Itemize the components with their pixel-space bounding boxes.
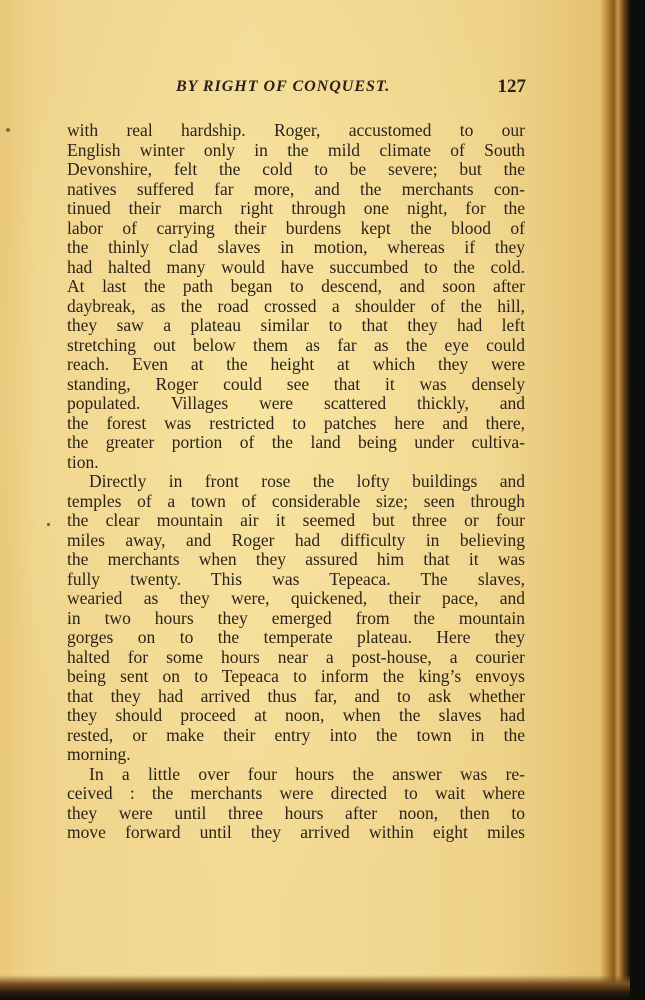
text-line: tinued their march right through one night, for the: [67, 198, 525, 218]
text-line: with real hardship. Roger, accustomed to our: [67, 120, 525, 140]
text-line: natives suffered far more, and the merchants con-: [67, 178, 525, 199]
text-line: wearied as they were, quickened, their pace, and: [67, 588, 525, 608]
text-line: they should proceed at noon, when the slaves had: [67, 705, 525, 725]
paragraph-end-line: tion.: [67, 451, 99, 472]
paragraph-end-line: morning.: [67, 744, 131, 764]
page-number: 127: [497, 76, 526, 97]
paragraph-start-line: In a little over four hours the answer was re-: [89, 763, 525, 784]
text-line: the merchants when they assured him that it was: [67, 549, 525, 569]
text-line: being sent on to Tepeaca to inform the king’s envoys: [67, 666, 525, 686]
body-text: [67, 121, 525, 843]
text-line: the forest was restricted to patches here and there,: [67, 412, 525, 433]
text-line: in two hours they emerged from the mountain: [67, 607, 525, 628]
book-edge-shadow: [600, 0, 630, 1000]
text-line: the greater portion of the land being under cultiva-: [67, 432, 525, 452]
text-line: labor of carrying their burdens kept the blood of: [67, 217, 525, 238]
paper-speck: [6, 128, 10, 132]
running-head: BY RIGHT OF CONQUEST.: [176, 78, 391, 95]
text-line: standing, Roger could see that it was densely: [67, 373, 525, 394]
paragraph-start-line: Directly in front rose the lofty buildings and: [89, 471, 525, 491]
book-bottom-shadow: [0, 975, 630, 1000]
text-line: At last the path began to descend, and soon after: [67, 276, 525, 296]
text-line: gorges on to the temperate plateau. Here they: [67, 627, 525, 647]
text-line: move forward until they arrived within eight miles: [67, 822, 525, 842]
text-line: halted for some hours near a post-house, a courier: [67, 646, 525, 667]
text-line: fully twenty. This was Tepeaca. The slaves,: [67, 568, 525, 589]
text-line: the clear mountain air it seemed but three or four: [67, 510, 525, 530]
text-line: English winter only in the mild climate of South: [67, 139, 525, 160]
text-line: temples of a town of considerable size; seen through: [67, 490, 525, 511]
text-line: populated. Villages were scattered thickly, and: [67, 393, 525, 413]
text-line: daybreak, as the road crossed a shoulder of the hill,: [67, 295, 525, 316]
text-line: reach. Even at the height at which they were: [67, 354, 525, 374]
text-line: Devonshire, felt the cold to be severe; but the: [67, 159, 525, 179]
text-line: they were until three hours after noon, then to: [67, 802, 525, 823]
text-line: stretching out below them as far as the eye could: [67, 334, 525, 355]
text-line: had halted many would have succumbed to the cold.: [67, 256, 525, 277]
text-line: rested, or make their entry into the town in the: [67, 724, 525, 745]
text-line: they saw a plateau similar to that they had left: [67, 315, 525, 335]
text-line: miles away, and Roger had difficulty in believing: [67, 529, 525, 550]
margin-mark: [47, 523, 50, 526]
text-line: the thinly clad slaves in motion, whereas if they: [67, 237, 525, 257]
page-header: [66, 78, 526, 102]
text-line: ceived : the merchants were directed to wait where: [67, 783, 525, 803]
text-line: that they had arrived thus far, and to ask whether: [67, 685, 525, 706]
